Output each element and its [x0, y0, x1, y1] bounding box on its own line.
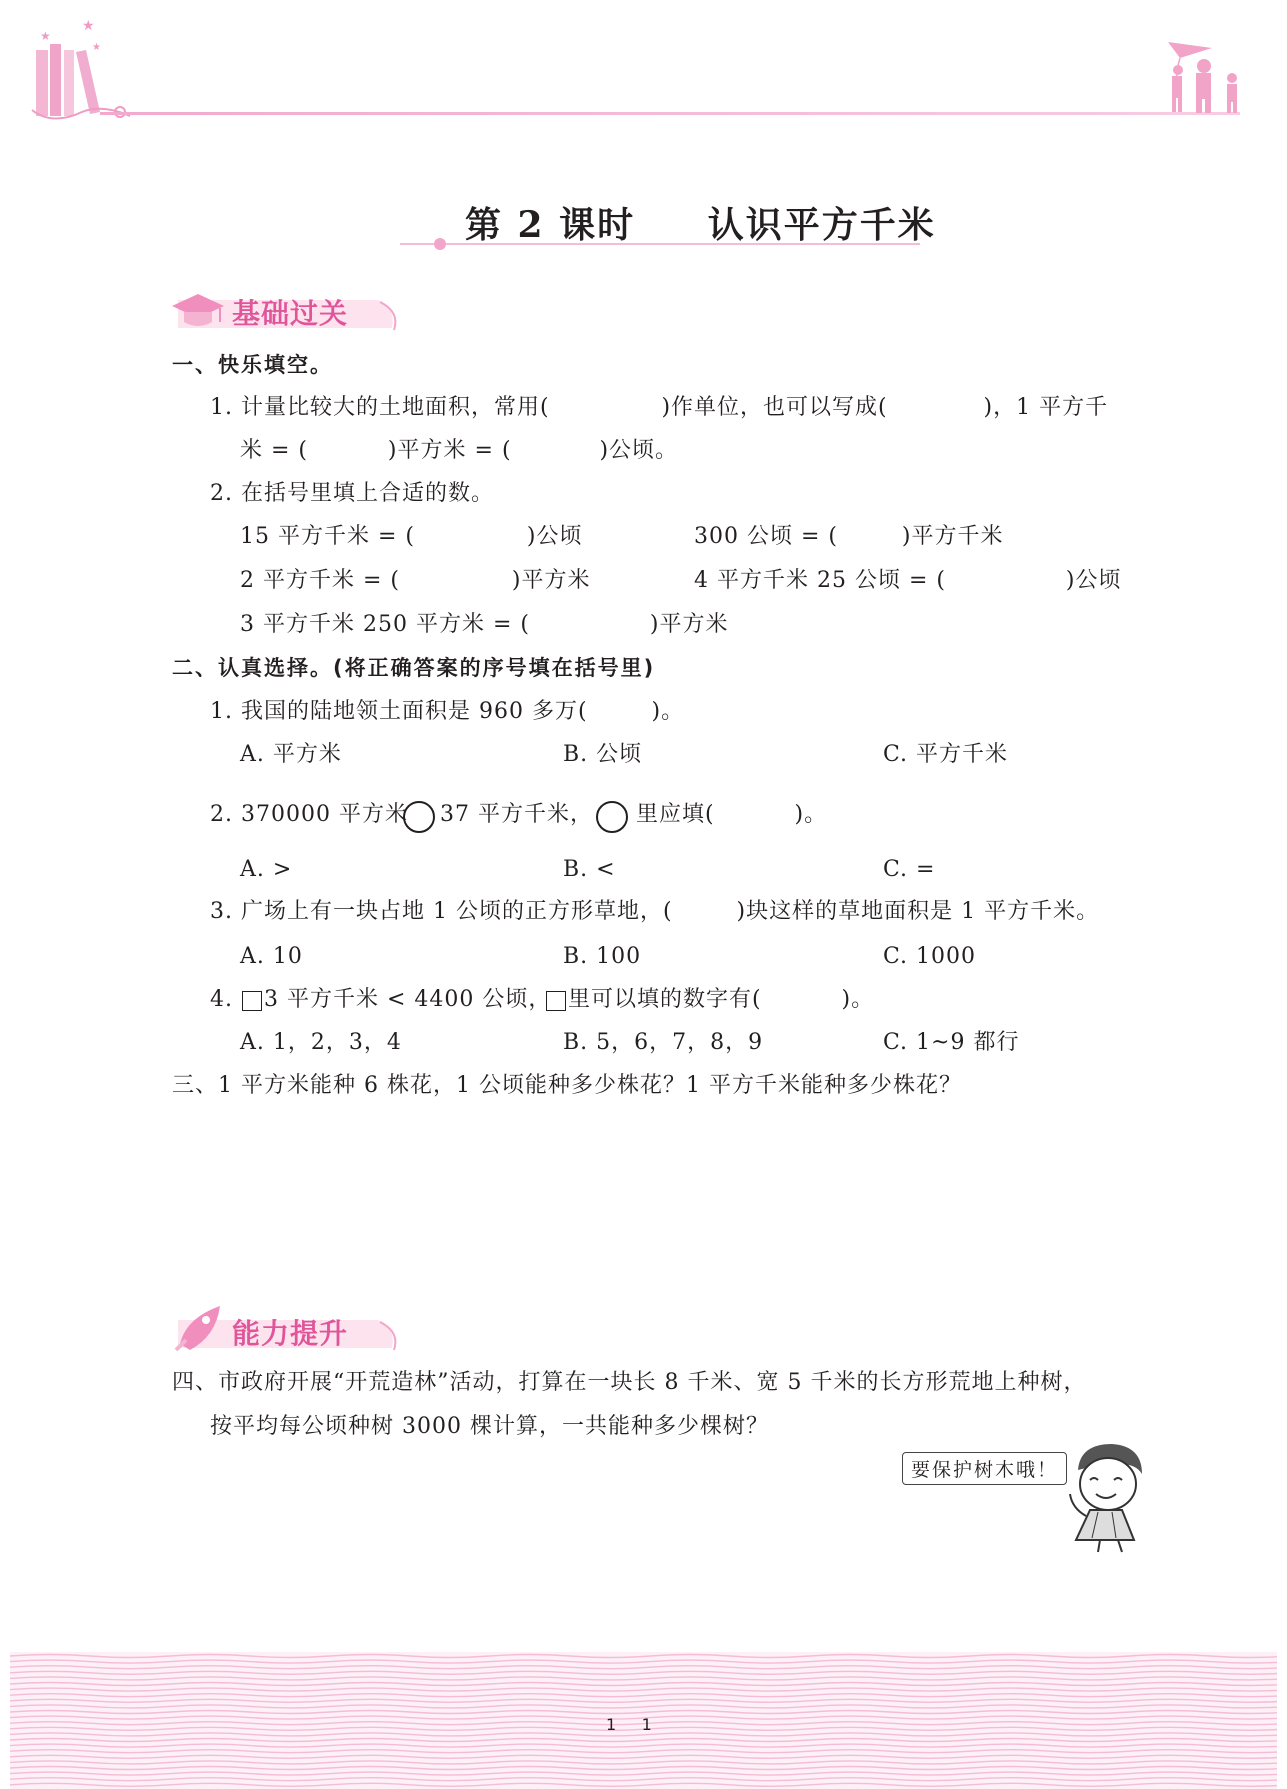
q1-conversion-1: 15 平方千米 = ( )公顷 [240, 524, 583, 549]
svg-text:★: ★ [92, 42, 101, 53]
q2-item3: 3. 广场上有一块占地 1 公顷的正方形草地，( )块这样的草地面积是 1 平方千米。 [210, 899, 1100, 924]
svg-text:★: ★ [40, 29, 51, 43]
circle-blank-2 [596, 801, 628, 833]
question-3: 三、1 平方米能种 6 株花，1 公顷能种多少株花？1 平方千米能种多少株花？ [172, 1073, 962, 1098]
q1-item1-line2: 米 = ( )平方米 = ( )公顷。 [240, 438, 679, 463]
question-2-heading: 二、认真选择。(将正确答案的序号填在括号里) [172, 656, 656, 680]
q2-item4-option-a: A. 1，2，3，4 [240, 1030, 402, 1055]
q1-item2: 2. 在括号里填上合适的数。 [210, 481, 494, 506]
q2-item1: 1. 我国的陆地领土面积是 960 多万( )。 [210, 699, 685, 724]
q2-item1-option-b: B. 公顷 [563, 742, 643, 767]
q2-item1-option-a: A. 平方米 [240, 742, 342, 767]
question-4-line2: 按平均每公顷种树 3000 棵计算，一共能种多少棵树？ [210, 1414, 769, 1439]
rocket-icon [172, 1302, 228, 1352]
question-1-heading: 一、快乐填空。 [172, 353, 333, 377]
section-title-basic: 基础过关 [232, 297, 349, 330]
q2-item2-part1: 2. 370000 平方米 [210, 802, 408, 827]
square-blank-2 [546, 991, 566, 1011]
q2-item2-part2: 37 平方千米， [440, 802, 593, 827]
q1-conversion-5: 3 平方千米 250 平方米 = ( )平方米 [240, 612, 729, 637]
q2-item2-option-b: B. < [563, 857, 616, 882]
books-icon [32, 18, 130, 119]
title-underline [400, 236, 920, 252]
section-title-advanced: 能力提升 [232, 1317, 349, 1350]
page-number: 1 1 [606, 1715, 652, 1734]
q2-item4-option-b: B. 5，6，7，8，9 [563, 1030, 764, 1055]
q2-item2-part3: 里应填( )。 [636, 802, 828, 827]
graduation-cap-icon [170, 288, 226, 332]
q2-item2-option-a: A. > [240, 857, 293, 882]
boy-cartoon-icon [1060, 1440, 1160, 1555]
square-blank-1 [242, 991, 262, 1011]
q1-conversion-3: 2 平方千米 = ( )平方米 [240, 568, 591, 593]
q1-conversion-4: 4 平方千米 25 公顷 = ( )公顷 [694, 568, 1122, 593]
q2-item3-option-b: B. 100 [563, 944, 642, 969]
question-4-line1: 四、市政府开展“开荒造林”活动，打算在一块长 8 千米、宽 5 千米的长方形荒地上种树， [172, 1370, 1087, 1395]
children-kite-icon [1168, 42, 1237, 113]
q2-item2-option-c: C. = [883, 857, 936, 882]
svg-text:★: ★ [82, 18, 95, 34]
q2-item3-option-c: C. 1000 [883, 944, 977, 969]
q2-item4-part1: 3 平方千米 < 4400 公顷， [264, 987, 552, 1012]
header-decoration [0, 0, 1287, 140]
q2-item4-option-c: C. 1~9 都行 [883, 1030, 1020, 1055]
speech-bubble: 要保护树木哦！ [902, 1452, 1067, 1485]
q2-item4-part2: 里可以填的数字有( )。 [568, 987, 875, 1012]
page-title: 第 2 课时 认识平方千米 [465, 204, 936, 246]
q1-conversion-2: 300 公顷 = ( )平方千米 [694, 524, 1004, 549]
q2-item1-option-c: C. 平方千米 [883, 742, 1009, 767]
q1-item1-line1: 1. 计量比较大的土地面积，常用( )作单位，也可以写成( )，1 平方千 [210, 395, 1109, 420]
q2-item4-number: 4. [210, 987, 233, 1012]
circle-blank-1 [403, 801, 435, 833]
q2-item3-option-a: A. 10 [240, 944, 303, 969]
